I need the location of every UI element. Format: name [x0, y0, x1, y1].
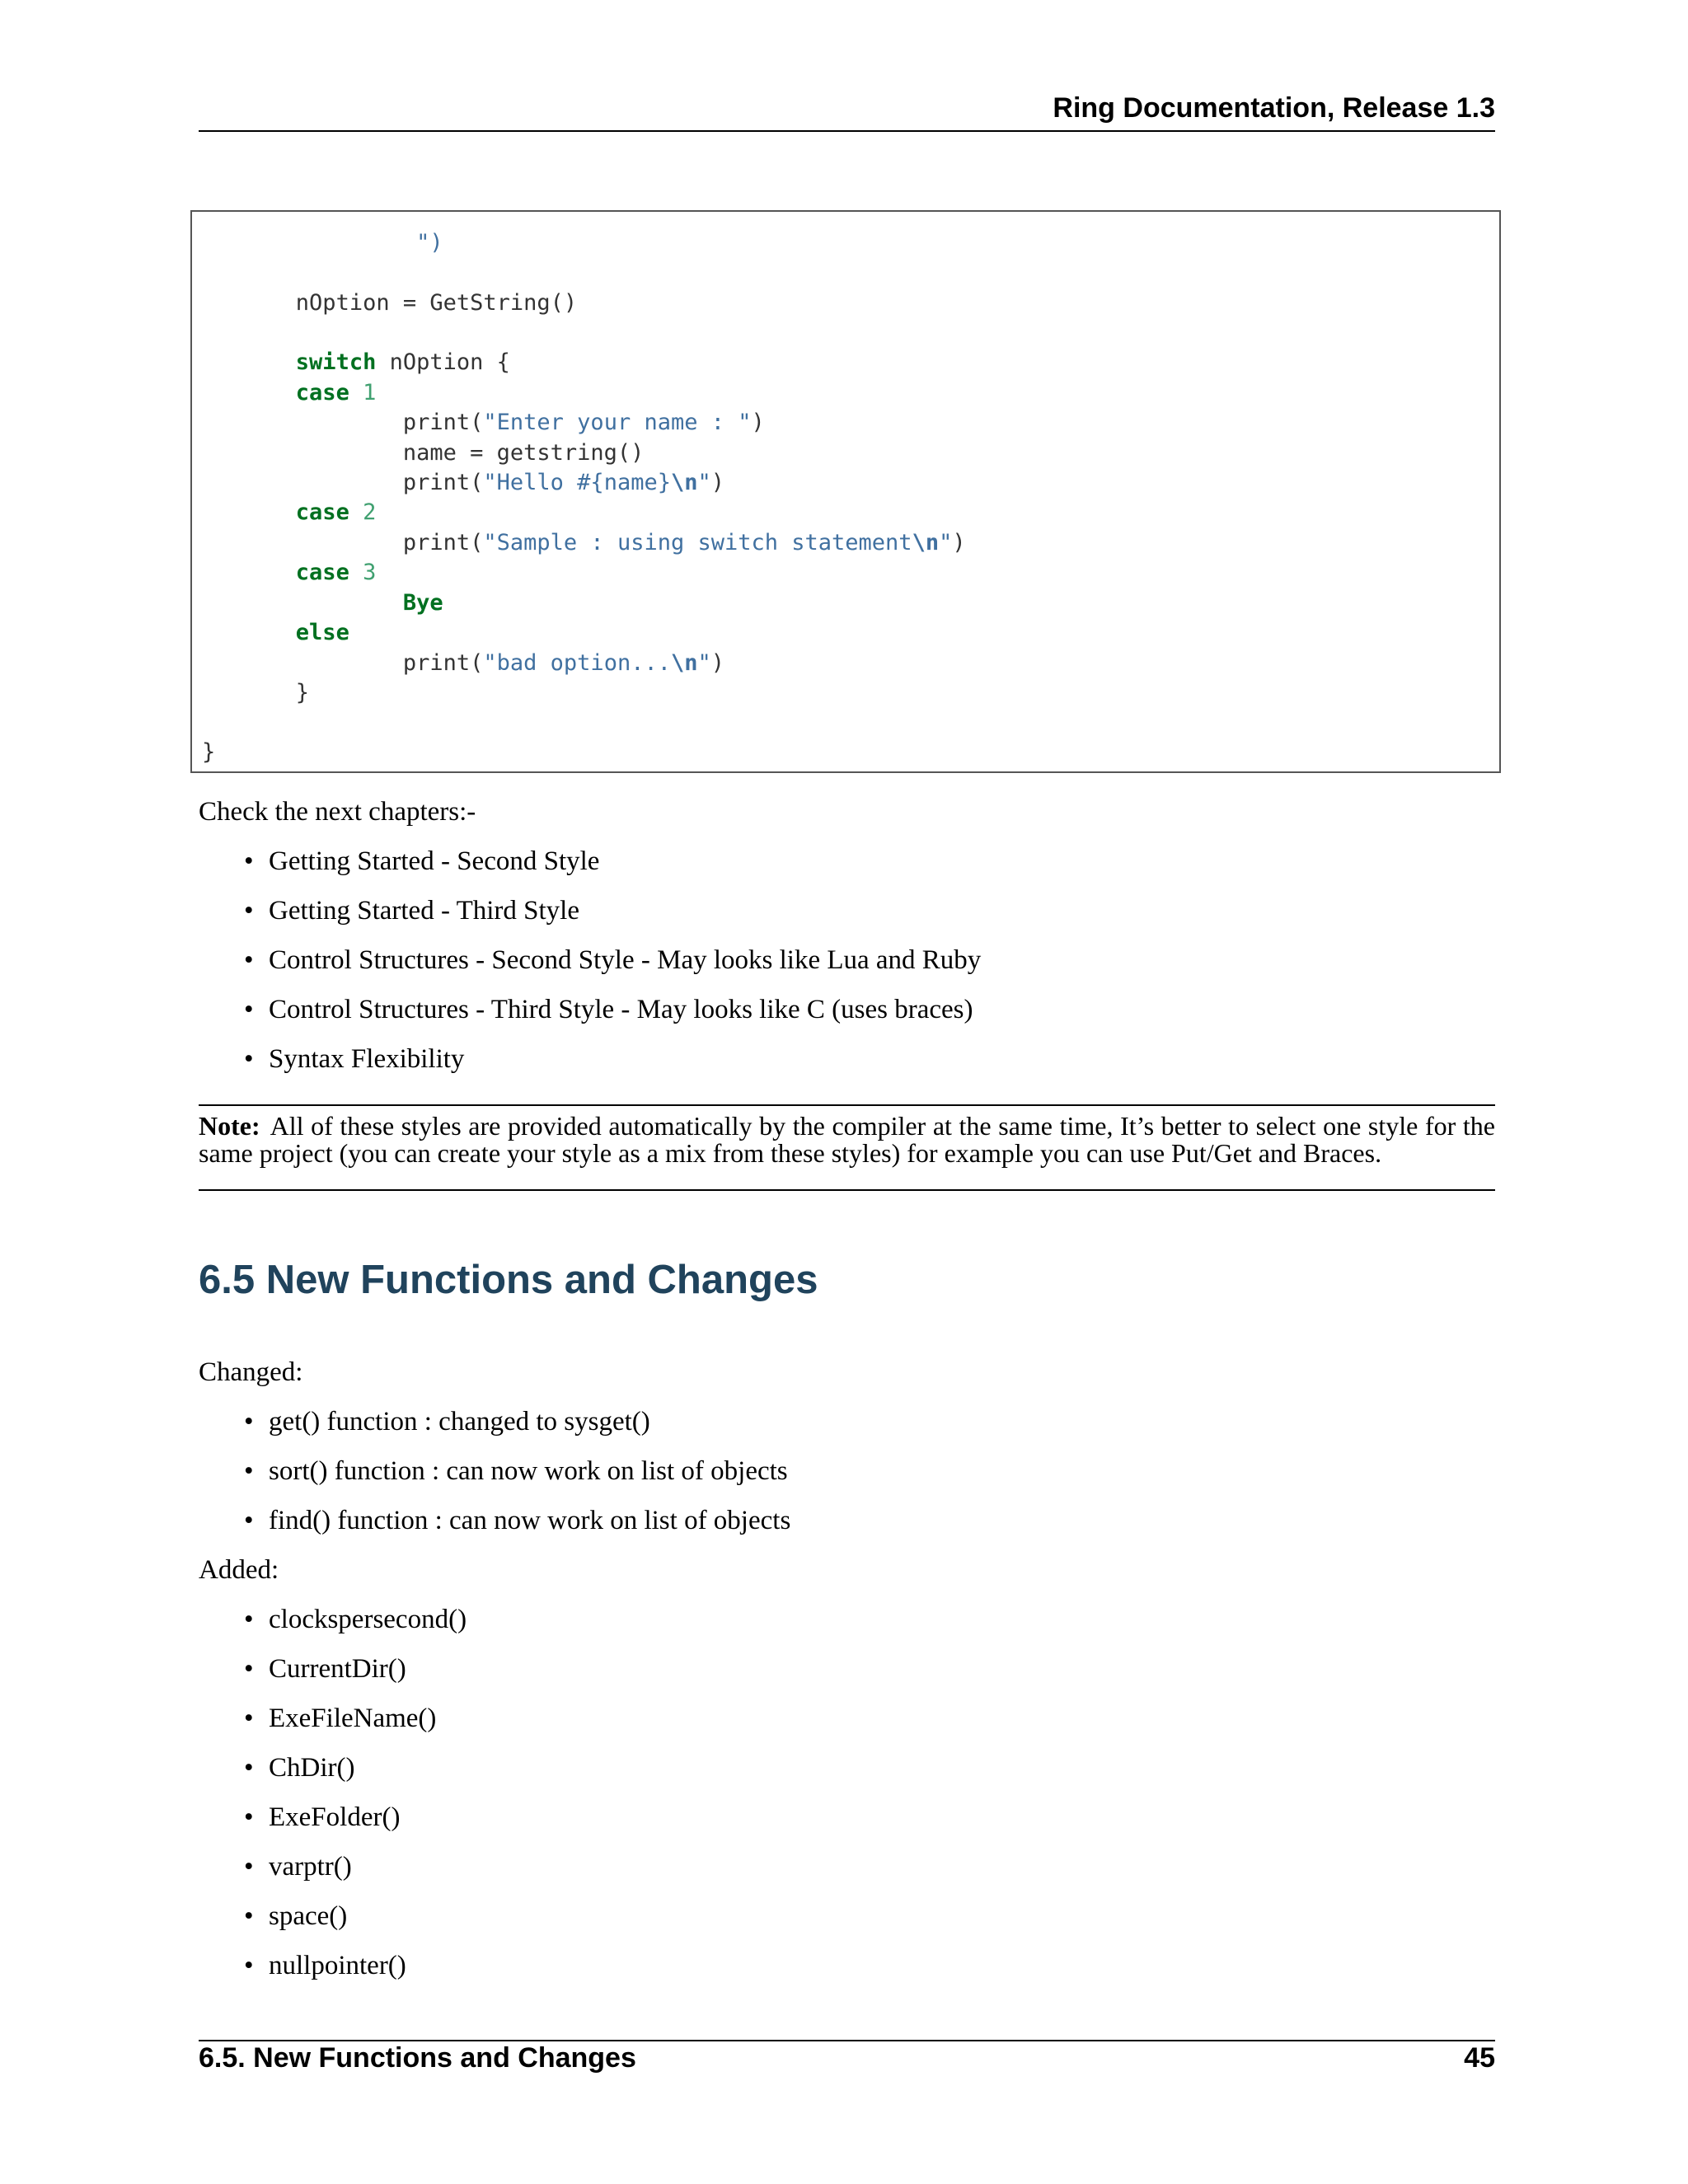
code-line: print("Hello #{name}\n"): [402, 470, 725, 495]
note-admonition: [199, 1113, 1495, 1167]
code-line: else: [295, 620, 349, 645]
chapters-intro: Check the next chapters:-: [199, 797, 476, 827]
changed-label: Changed:: [199, 1357, 303, 1387]
chapter-link: Control Structures - Second Style - May looks like Lua and Ruby: [269, 945, 982, 975]
code-line: case 2: [295, 499, 377, 525]
footer-section-title: 6.5. New Functions and Changes: [199, 2042, 636, 2074]
added-label: Added:: [199, 1555, 279, 1585]
code-line: case 1: [295, 380, 377, 405]
list-item: • ExeFileName(): [244, 1704, 437, 1733]
header-rule: [199, 130, 1495, 132]
list-item: • sort() function : can now work on list of objects: [244, 1456, 788, 1486]
code-line: nOption = GetString(): [295, 290, 578, 316]
note-text: All of these styles are provided automatically by the compiler at the same time, It’s better to select one style for the same project (you can create your style as a mix from these styles) for example you can use Put/Get and Braces.: [199, 1111, 1495, 1168]
note-bottom-rule: [199, 1189, 1495, 1191]
running-header: Ring Documentation, Release 1.3: [1053, 92, 1495, 124]
note-top-rule: [199, 1104, 1495, 1106]
list-item: • find() function : can now work on list of objects: [244, 1506, 791, 1535]
list-item: • ChDir(): [244, 1753, 355, 1783]
section-heading: 6.5 New Functions and Changes: [199, 1258, 818, 1302]
chapter-link: Getting Started - Third Style: [269, 896, 580, 926]
code-block: [190, 210, 1501, 773]
code-line: Bye: [402, 590, 443, 616]
footer-rule: [199, 2040, 1495, 2041]
note-label: Note:: [199, 1111, 260, 1141]
list-item: • Syntax Flexibility: [244, 1044, 465, 1074]
list-item: • ExeFolder(): [244, 1802, 401, 1832]
code-line: print("Sample : using switch statement\n"): [402, 530, 966, 555]
code-line: }: [202, 739, 216, 765]
code-line: print("Enter your name : "): [402, 410, 765, 435]
code-line: name = getstring(): [402, 440, 645, 466]
chapter-link: Syntax Flexibility: [269, 1044, 465, 1074]
list-item: • CurrentDir(): [244, 1654, 406, 1684]
page-number: 45: [1464, 2042, 1495, 2074]
list-item: • Getting Started - Second Style: [244, 846, 600, 876]
list-item: • varptr(): [244, 1852, 352, 1882]
code-line: "): [416, 230, 443, 255]
code-line: case 3: [295, 560, 377, 585]
chapter-link: Control Structures - Third Style - May looks like C (uses braces): [269, 995, 973, 1024]
list-item: • Control Structures - Second Style - May looks like Lua and Ruby: [244, 945, 982, 975]
chapter-link: Getting Started - Second Style: [269, 846, 600, 876]
list-item: • nullpointer(): [244, 1951, 406, 1980]
code-line: switch nOption {: [295, 349, 510, 375]
list-item: • get() function : changed to sysget(): [244, 1407, 650, 1436]
code-line: print("bad option...\n"): [402, 650, 725, 676]
list-item: • clockspersecond(): [244, 1605, 467, 1634]
list-item: • space(): [244, 1901, 348, 1931]
list-item: • Control Structures - Third Style - May looks like C (uses braces): [244, 995, 973, 1024]
code-line: }: [295, 680, 310, 705]
list-item: • Getting Started - Third Style: [244, 896, 580, 926]
